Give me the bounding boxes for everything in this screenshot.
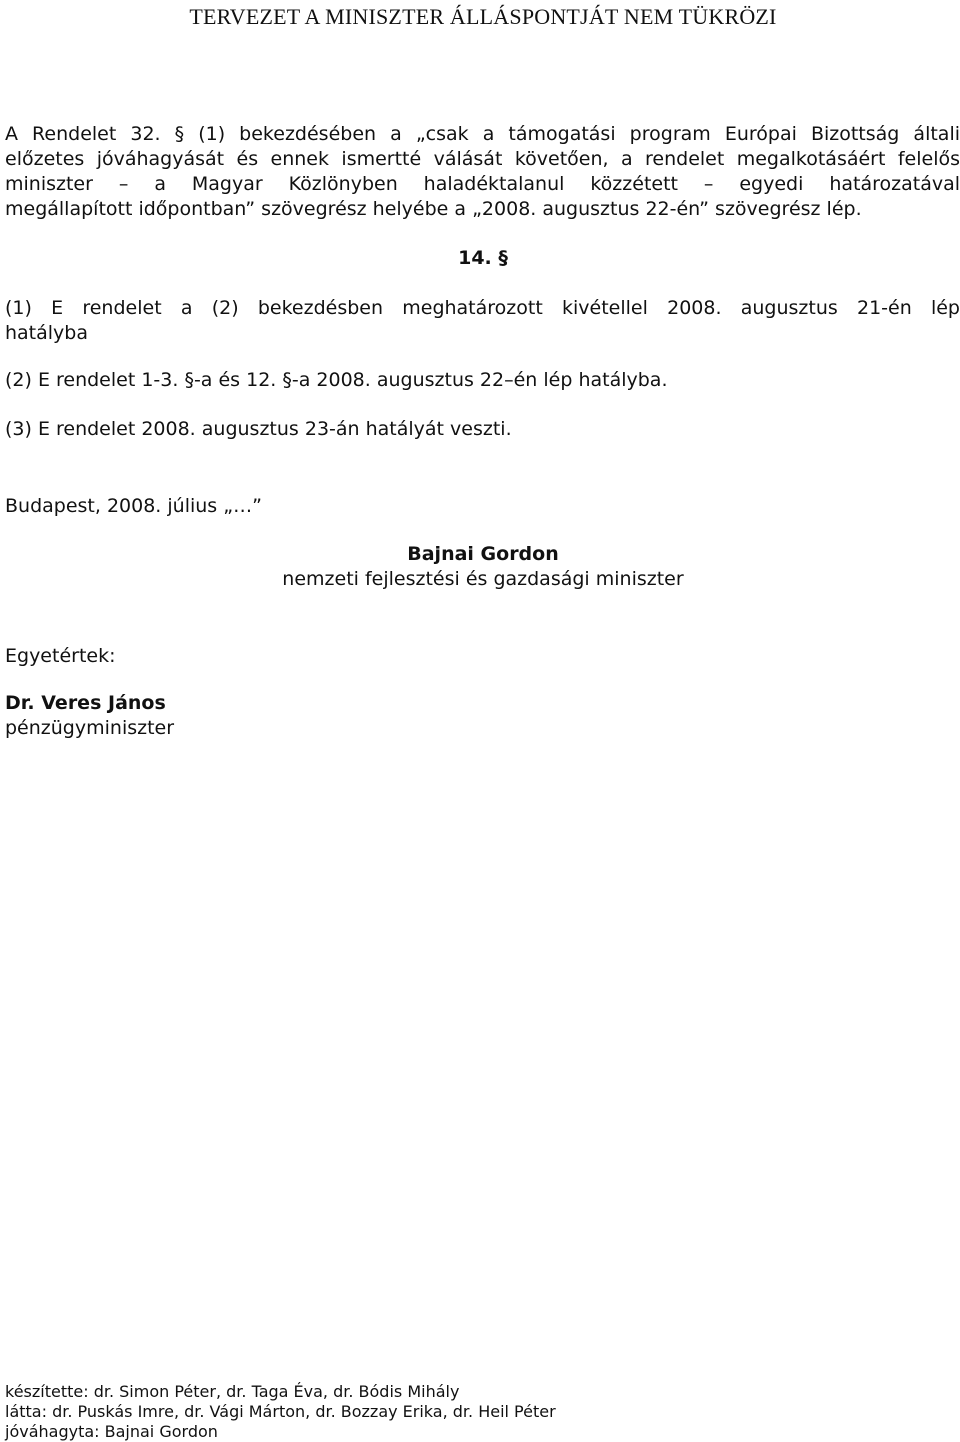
signatory-name: Bajnai Gordon [407,543,559,565]
para-32-line-4: megállapított időpontban” szövegrész helyébe a „2008. augusztus 22-én” szövegrész lép. [5,198,862,220]
concurrence-name: Dr. Veres János [5,692,166,714]
place-date: Budapest, 2008. július „…” [5,495,262,517]
section-14-p3: (3) E rendelet 2008. augusztus 23-án hatályát veszti. [5,418,512,440]
section-14-p2: (2) E rendelet 1-3. §-a és 12. §-a 2008. augusztus 22–én lép hatályba. [5,369,668,391]
section-14-heading: 14. § [458,247,508,269]
footer-approved-by: jóváhagyta: Bajnai Gordon [5,1422,218,1441]
concurrence-label: Egyetértek: [5,645,116,667]
para-32-line-2: előzetes jóváhagyását és ennek ismertté válását követően, a rendelet megalkotásáért felelős [5,148,960,170]
draft-notice-header: TERVEZET A MINISZTER ÁLLÁSPONTJÁT NEM TÜKRÖZI [189,4,777,29]
para-32-line-3: miniszter – a Magyar Közlönyben haladéktalanul közzétett – egyedi határozatával [5,173,960,195]
section-14-p1-line-1: (1) E rendelet a (2) bekezdésben meghatározott kivétellel 2008. augusztus 21-én lép [5,297,960,319]
footer-reviewed-by: látta: dr. Puskás Imre, dr. Vági Márton, dr. Bozzay Erika, dr. Heil Péter [5,1402,556,1421]
footer-prepared-by: készítette: dr. Simon Péter, dr. Taga Éva, dr. Bódis Mihály [5,1382,460,1401]
section-14-p1-line-2: hatályba [5,322,89,344]
concurrence-title: pénzügyminiszter [5,717,175,739]
signatory-title: nemzeti fejlesztési és gazdasági miniszter [282,568,684,590]
para-32-line-1: A Rendelet 32. § (1) bekezdésében a „csak a támogatási program Európai Bizottság általi [5,123,960,145]
